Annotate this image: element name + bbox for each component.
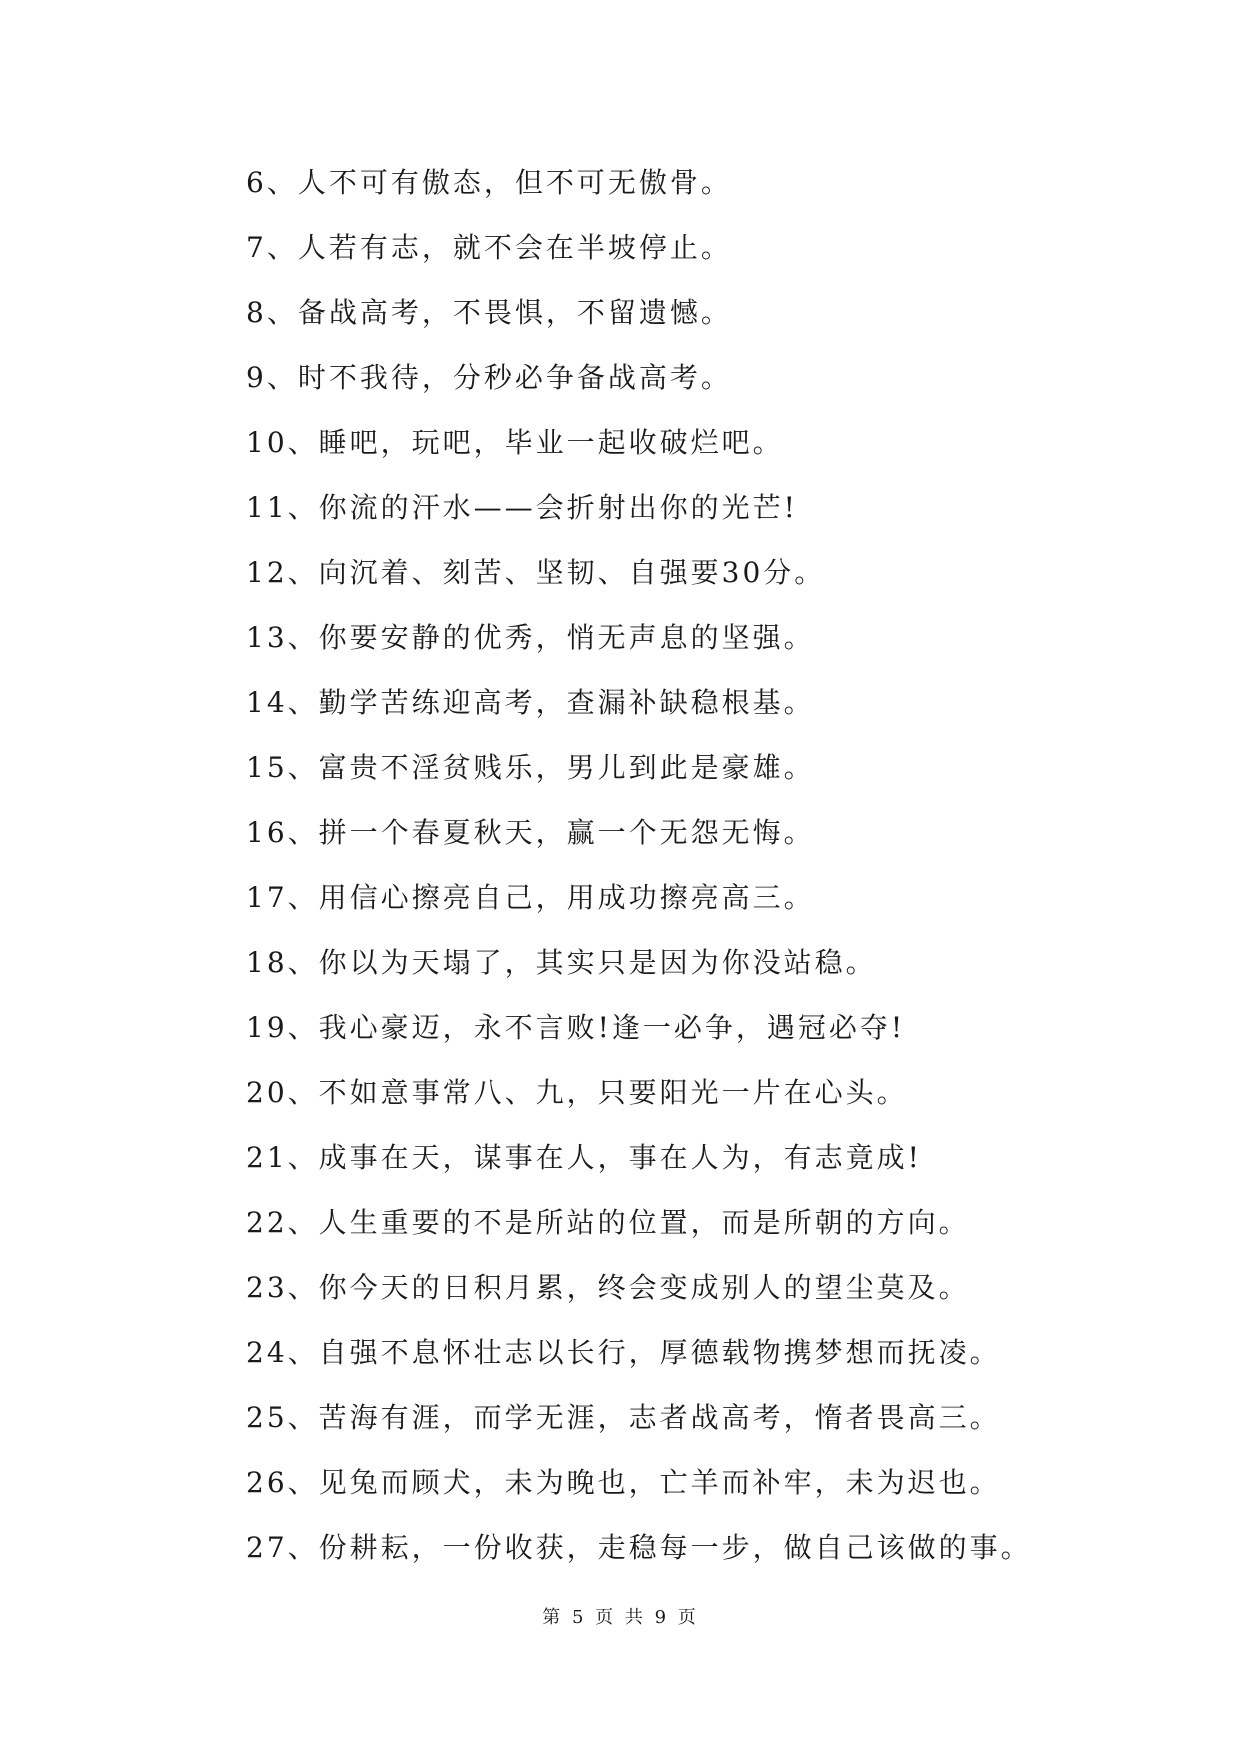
list-item: 6、人不可有傲态，但不可无傲骨。 <box>246 166 732 199</box>
list-item: 7、人若有志，就不会在半坡停止。 <box>246 231 732 264</box>
list-item: 18、你以为天塌了，其实只是因为你没站稳。 <box>246 946 877 979</box>
list-item: 10、睡吧，玩吧，毕业一起收破烂吧。 <box>246 426 784 459</box>
list-item: 24、自强不息怀壮志以长行，厚德载物携梦想而抚凌。 <box>246 1336 1001 1369</box>
page-number-footer: 第 5 页 共 9 页 <box>542 1607 699 1628</box>
list-item: 20、不如意事常八、九，只要阳光一片在心头。 <box>246 1076 908 1109</box>
list-item: 16、拼一个春夏秋天，赢一个无怨无悔。 <box>246 816 815 849</box>
quote-list <box>246 160 1146 1590</box>
list-item: 12、向沉着、刻苦、坚韧、自强要30分。 <box>246 556 826 589</box>
list-item: 19、我心豪迈，永不言败!逢一必争，遇冠必夺! <box>246 1011 906 1044</box>
list-item: 14、勤学苦练迎高考，查漏补缺稳根基。 <box>246 686 815 719</box>
list-item: 17、用信心擦亮自己，用成功擦亮高三。 <box>246 881 815 914</box>
list-item: 26、见兔而顾犬，未为晚也，亡羊而补牢，未为迟也。 <box>246 1466 1001 1499</box>
list-item: 23、你今天的日积月累，终会变成别人的望尘莫及。 <box>246 1271 970 1304</box>
list-item: 27、份耕耘，一份收获，走稳每一步，做自己该做的事。 <box>246 1531 1032 1564</box>
list-item: 9、时不我待，分秒必争备战高考。 <box>246 361 732 394</box>
list-item: 25、苦海有涯，而学无涯，志者战高考，惰者畏高三。 <box>246 1401 1001 1434</box>
list-item: 11、你流的汗水——会折射出你的光芒! <box>246 491 798 524</box>
list-item: 13、你要安静的优秀，悄无声息的坚强。 <box>246 621 815 654</box>
list-item: 21、成事在天，谋事在人，事在人为，有志竟成! <box>246 1141 922 1174</box>
list-item: 8、备战高考，不畏惧，不留遗憾。 <box>246 296 732 329</box>
list-item: 22、人生重要的不是所站的位置，而是所朝的方向。 <box>246 1206 970 1239</box>
list-item: 15、富贵不淫贫贱乐，男儿到此是豪雄。 <box>246 751 815 784</box>
